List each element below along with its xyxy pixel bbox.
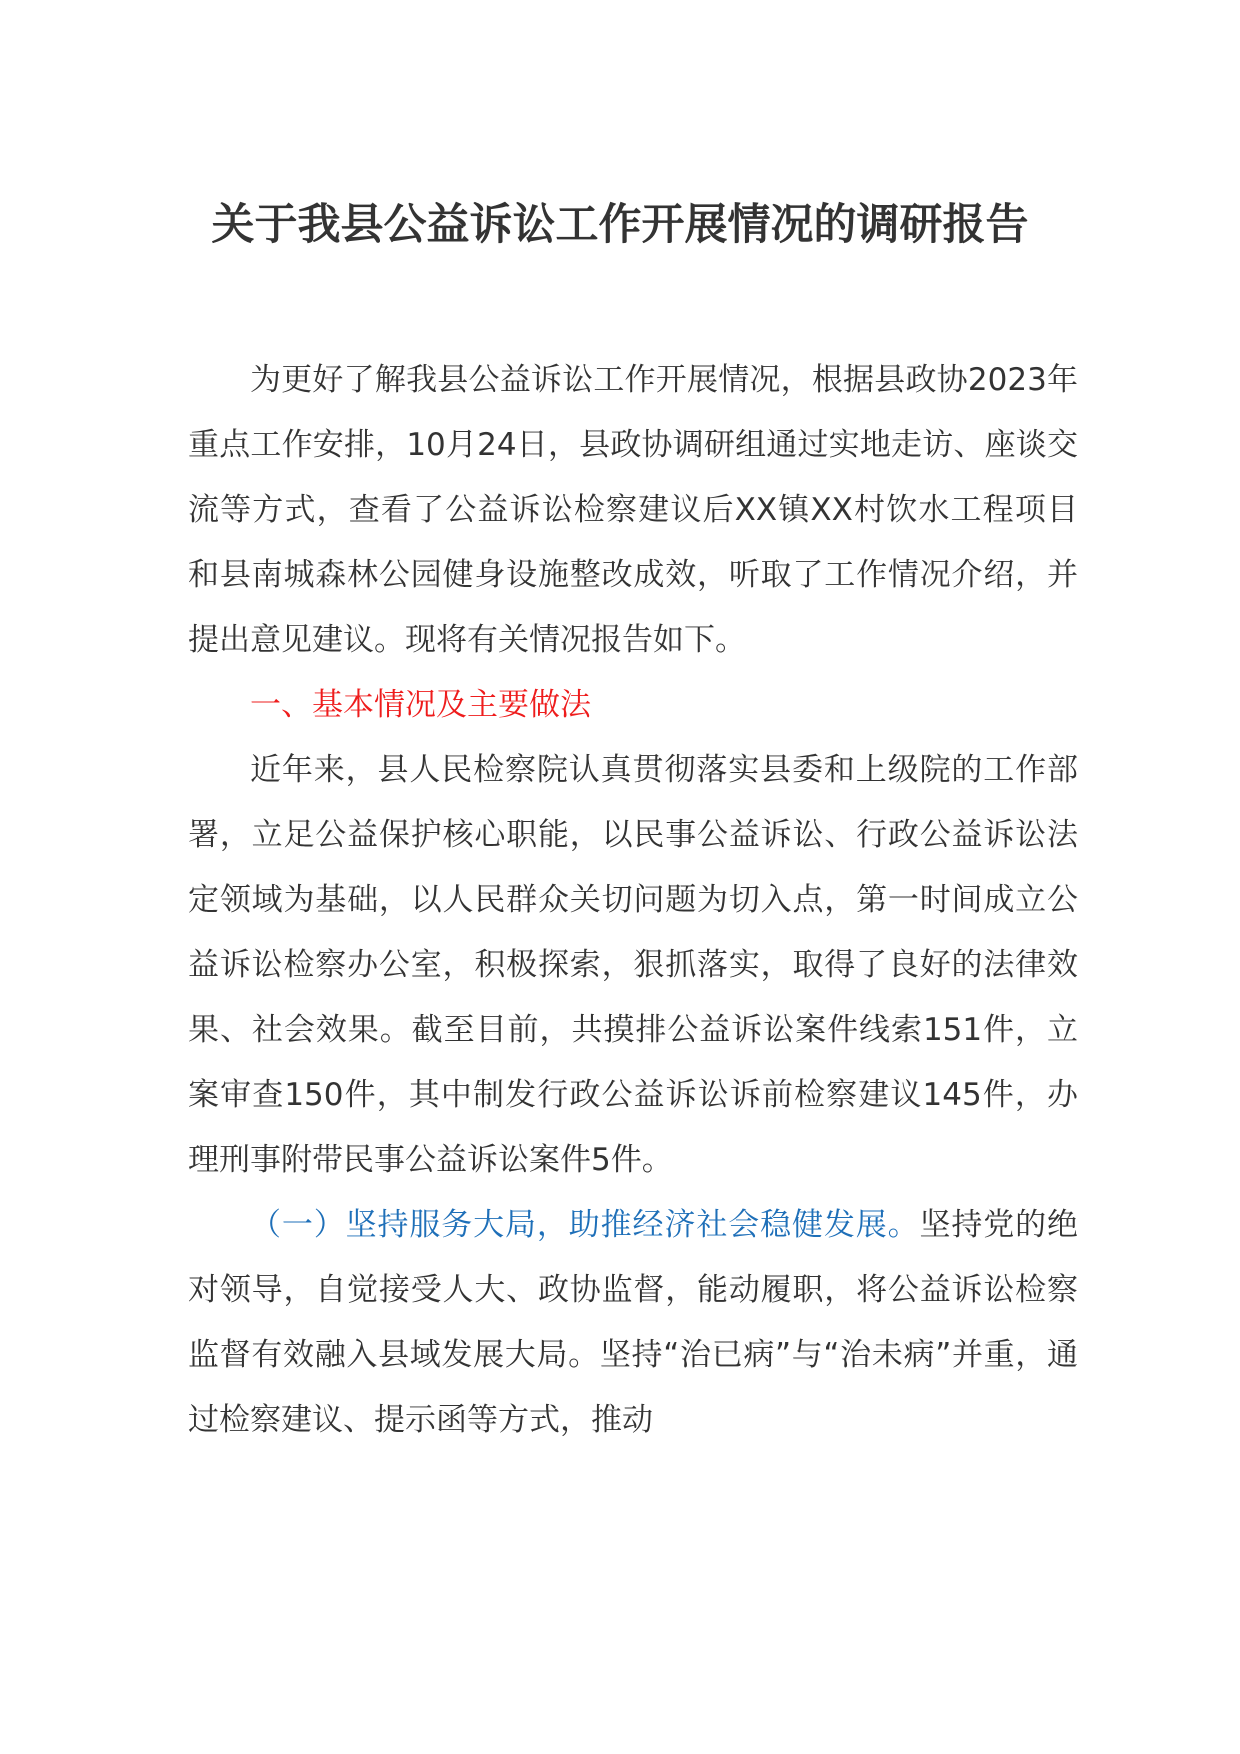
intro-paragraph: 为更好了解我县公益诉讼工作开展情况，根据县政协2023年重点工作安排，10月24日，县政协调研组通过实地走访、座谈交流等方式，查看了公益诉讼检察建议后XX镇XX村饮水工程项目和县南城森林公园健身设施整改成效，听取了工作情况介绍，并提出意见建议。现将有关情况报告如下。 bbox=[188, 362, 1078, 658]
subsection-paragraph bbox=[188, 1193, 1078, 1453]
document-body bbox=[188, 348, 1078, 1453]
subsection-text: 坚持党的绝对领导，自觉接受人大、政协监督，能动履职，将公益诉讼检察监督有效融入县域发展大局。坚持“治已病”与“治未病”并重，通过检察建议、提示函等方式，推动 bbox=[188, 1207, 1079, 1438]
section-heading-basic-situation: 一、基本情况及主要做法 bbox=[250, 687, 591, 723]
subsection-heading: （一）坚持服务大局，助推经济社会稳健发展。 bbox=[250, 1207, 920, 1243]
basic-situation-paragraph: 近年来，县人民检察院认真贯彻落实县委和上级院的工作部署，立足公益保护核心职能，以民事公益诉讼、行政公益诉讼法定领域为基础，以人民群众关切问题为切入点，第一时间成立公益诉讼检察办公室，积极探索，狠抓落实，取得了良好的法律效果、社会效果。截至目前，共摸排公益诉讼案件线索151件，立案审查150件，其中制发行政公益诉讼诉前检察建议145件，办理刑事附带民事公益诉讼案件5件。 bbox=[188, 752, 1078, 1178]
document-title: 关于我县公益诉讼工作开展情况的调研报告 bbox=[211, 200, 1029, 250]
